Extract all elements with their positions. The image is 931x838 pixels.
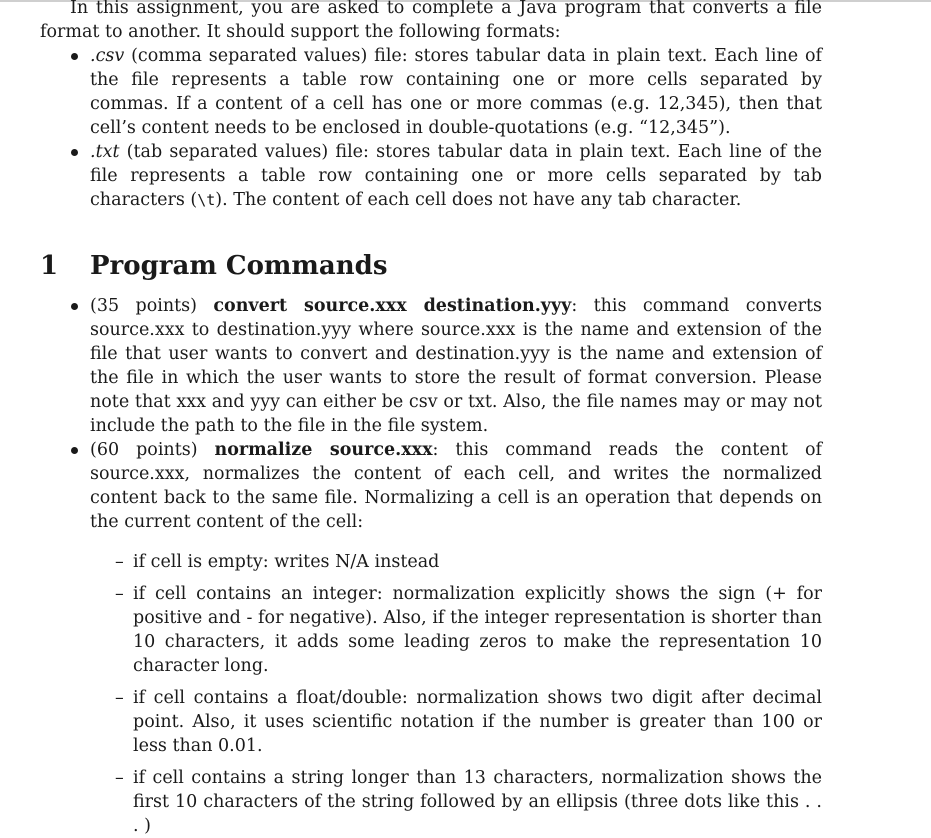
format-description: (comma separated values) file: stores tabular data in plain text. Each line of the file represents a table row containing one or more cells separated by commas. If a content of a cell has one or more commas (e.g. 12,345), then that cell’s content needs to be enclosed in double-quotations (e.g. “12,345”). [90,46,822,138]
format-description: (tab separated values) file: stores tabular data in plain text. Each line of the file represents a table row containing one or more cells separated by tab characters ( [90,142,822,210]
section-number: 1 [40,251,59,281]
intro-paragraph: In this assignment, you are asked to complete a Java program that converts a file format to another. It should support the following formats: [40,0,822,42]
section-heading [40,250,822,282]
command-points: (35 points) [90,296,214,316]
command-item-normalize [40,438,822,838]
format-ext: .txt [90,142,120,162]
format-description-end: ). The content of each cell does not have any tab character. [215,190,742,210]
rule-item: – if cell is empty: writes N/A instead [90,550,822,574]
command-description: : this command reads the content of source.xxx, normalizes the content of each cell, and writes the normalized content back to the same file. Normalizing a cell is an operation that depends on the current content of the cell: [90,440,822,532]
rule-item: – if cell contains a string longer than 13 characters, normalization shows the first 10 characters of the string followed by an ellipsis (three dots like this . . . ) [90,766,822,838]
command-name: convert source.xxx destination.yyy [213,296,572,316]
tab-escape: \t [197,191,216,209]
command-points: (60 points) [90,440,215,460]
normalization-rules [90,550,822,838]
section-title: Program Commands [90,251,388,281]
command-item-convert [40,294,822,438]
command-name: normalize source.xxx [214,440,433,460]
format-item-txt [40,140,822,212]
rule-item: – if cell contains a float/double: normalization shows two digit after decimal point. Also, it uses scientific notation if the number is greater than 100 or less than 0.01. [90,686,822,758]
format-ext: .csv [90,46,125,66]
rule-item: – if cell contains an integer: normalization explicitly shows the sign (+ for positive and - for negative). Also, if the integer representation is shorter than 10 characters, it adds some leading zeros to make the representation 10 character long. [90,582,822,678]
command-description: : this command converts source.xxx to destination.yyy where source.xxx is the name and extension of the file that user wants to convert and destination.yyy is the name and extension of the file in which the user wants to store the result of format conversion. Please note that xxx and yyy can either be csv or txt. Also, the file names may or may not include the path to the file in the file system. [90,296,822,436]
format-item-csv [40,44,822,140]
commands-list [40,294,822,838]
formats-list [40,44,822,212]
document-page [40,0,822,838]
